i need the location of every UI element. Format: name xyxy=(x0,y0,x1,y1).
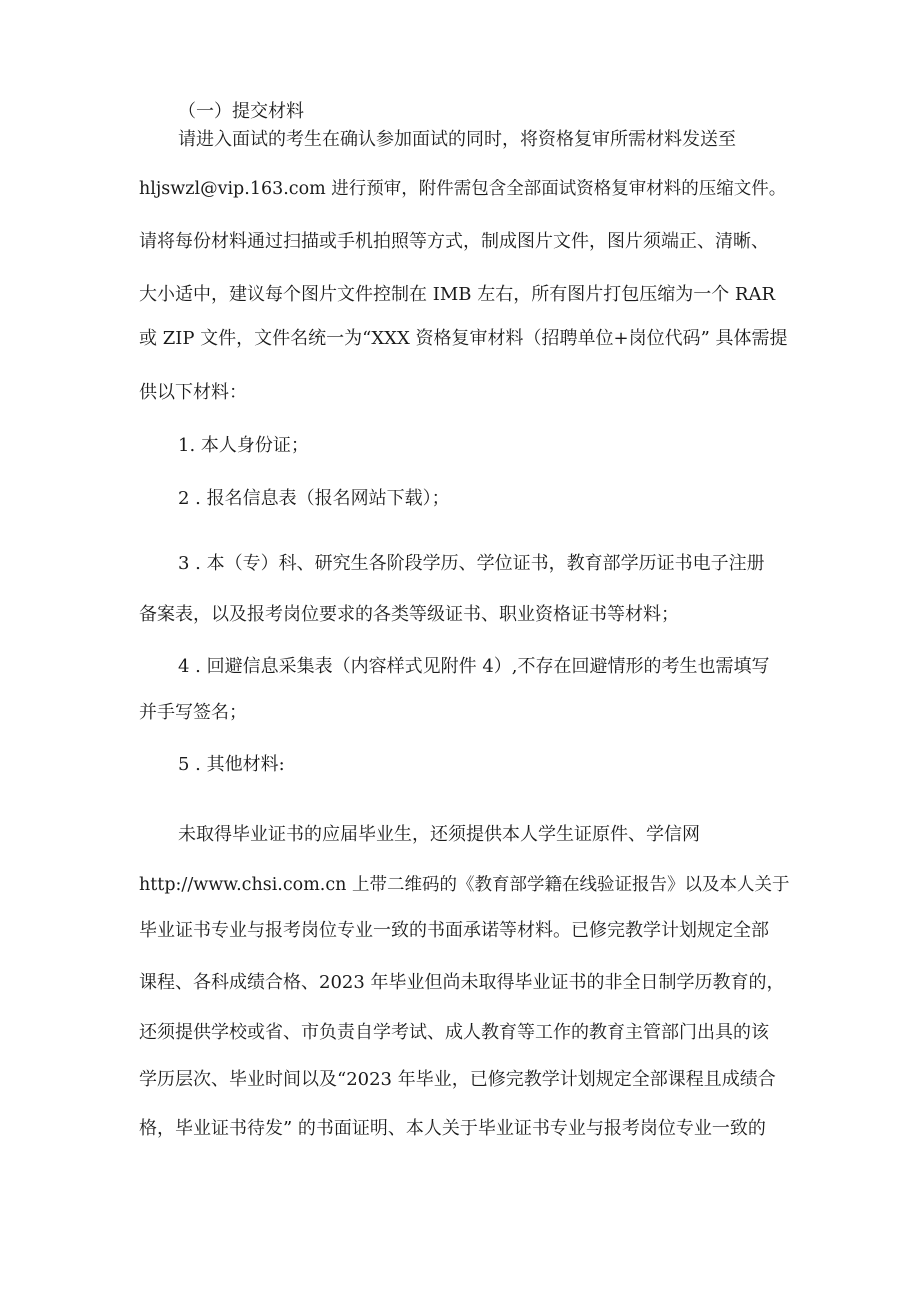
other-line-7: 格，毕业证书待发” 的书面证明、本人关于毕业证书专业与报考岗位专业一致的 xyxy=(139,1118,766,1139)
list-item-3-line-1: 3 . 本（专）科、研究生各阶段学历、学位证书，教育部学历证书电子注册 xyxy=(178,553,765,574)
other-line-6: 学历层次、毕业时间以及“2023 年毕业，已修完教学计划规定全部课程且成绩合 xyxy=(139,1069,776,1090)
other-line-3: 毕业证书专业与报考岗位专业一致的书面承诺等材料。已修完教学计划规定全部 xyxy=(139,920,769,941)
intro-line-4: 大小适中，建议每个图片文件控制在 IMB 左右，所有图片打包压缩为一个 RAR xyxy=(139,284,776,305)
list-item-2: 2 . 报名信息表（报名网站下载）； xyxy=(178,488,450,509)
other-line-2: http://www.chsi.com.cn 上带二维码的《教育部学籍在线验证报告》以及本人关于 xyxy=(139,875,790,895)
other-line-5: 还须提供学校或省、市负责自学考试、成人教育等工作的教育主管部门出具的该 xyxy=(139,1022,769,1043)
intro-line-3: 请将每份材料通过扫描或手机拍照等方式，制成图片文件，图片须端正、清晰、 xyxy=(139,231,769,252)
intro-line-6: 供以下材料： xyxy=(139,382,247,403)
section-title: （一）提交材料 xyxy=(178,101,304,122)
intro-line-1: 请进入面试的考生在确认参加面试的同时，将资格复审所需材料发送至 xyxy=(178,129,736,150)
other-line-1: 未取得毕业证书的应届毕业生，还须提供本人学生证原件、学信网 xyxy=(178,824,700,845)
intro-line-2: hljswzl@vip.163.com 进行预审，附件需包含全部面试资格复审材料的压缩文件。 xyxy=(139,179,787,199)
list-item-3-line-2: 备案表，以及报考岗位要求的各类等级证书、职业资格证书等材料； xyxy=(139,604,679,625)
list-item-4-line-2: 并手写签名； xyxy=(139,702,247,723)
other-line-4: 课程、各科成绩合格、2023 年毕业但尚未取得毕业证书的非全日制学历教育的， xyxy=(139,972,785,993)
list-item-4-line-1: 4 . 回避信息采集表（内容样式见附件 4）,不存在回避情形的考生也需填写 xyxy=(178,656,770,677)
intro-line-5: 或 ZIP 文件，文件名统一为“XXX 资格复审材料（招聘单位+岗位代码” 具体需提 xyxy=(139,328,788,349)
list-item-1: 1. 本人身份证； xyxy=(178,435,309,456)
list-item-5: 5 . 其他材料: xyxy=(178,754,285,775)
